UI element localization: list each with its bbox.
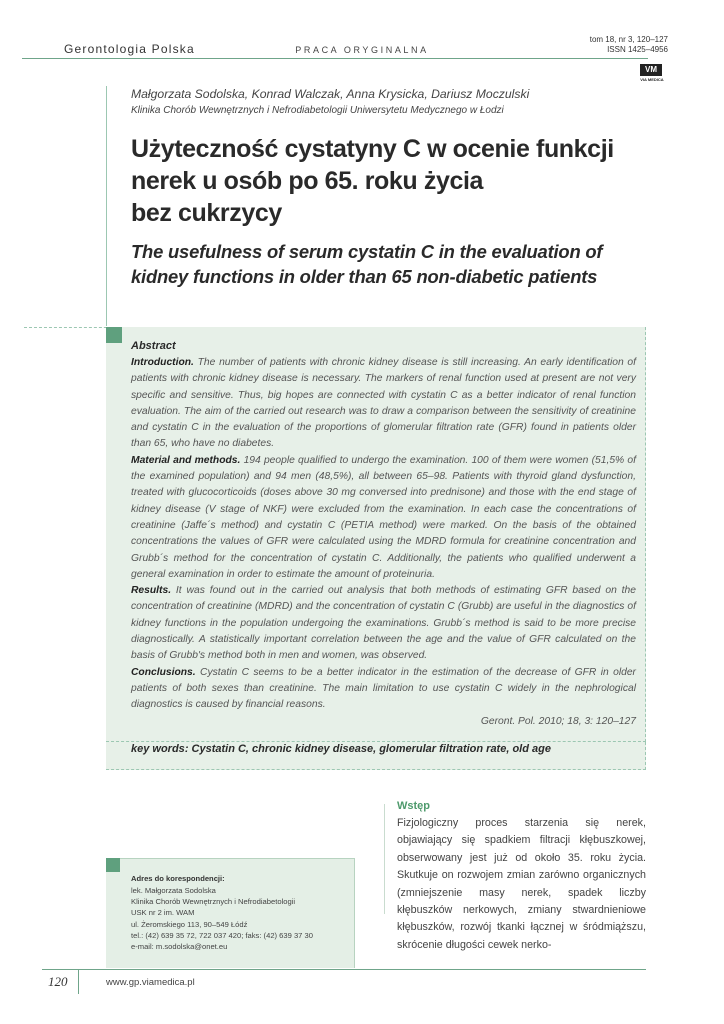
header-rule	[22, 58, 648, 59]
address-line: lek. Małgorzata Sodolska	[131, 886, 216, 895]
address-line: ul. Żeromskiego 113, 90–549 Łódź	[131, 919, 248, 929]
title-english-line: kidney functions in older than 65 non-diabetic patients	[131, 266, 598, 287]
website-link[interactable]: www.gp.viamedica.pl	[106, 977, 195, 988]
section-label: Conclusions.	[131, 666, 196, 678]
title-polish-line: nerek u osób po 65. roku życia	[131, 167, 484, 195]
keywords	[131, 743, 551, 755]
title-polish-line: bez cukrzycy	[131, 199, 282, 227]
margin-rule	[106, 86, 107, 326]
volume-line: tom 18, nr 3, 120–127	[589, 35, 668, 44]
title-english-line: The usefulness of serum cystatin C in the evaluation of	[131, 241, 603, 262]
abstract-methods	[131, 453, 636, 583]
abstract-heading: Abstract	[131, 340, 176, 352]
keywords-label: key words	[131, 743, 185, 755]
section-label: Results.	[131, 585, 172, 597]
section-label: PRACA ORYGINALNA	[295, 45, 429, 55]
section-text: The number of patients with chronic kidney disease is still increasing. An early identification of patients with chronic kidney disease is necessary. The markers of renal function used at present are not very specific and sensitive. Thus, big hopes are connected with cystatin C as a better indicator of renal function evaluation. The aim of the carried out research was to draw a comparison between the sensitivity of creatinine and cystatin C in the evaluation of the proportions of glomerular filtration rate (GFR) found in patients older than 65, who have no diabetes.	[131, 357, 636, 450]
correspondence-address	[131, 885, 313, 952]
abstract-results	[131, 583, 636, 664]
abstract-marker	[106, 327, 122, 343]
abstract-body	[131, 355, 636, 730]
section-label: Material and methods.	[131, 454, 241, 466]
logo-text: VIA MEDICA	[640, 77, 664, 82]
citation: Geront. Pol. 2010; 18, 3: 120–127	[480, 715, 636, 727]
section-text: Cystatin C seems to be a better indicator in the estimation of the decrease of GFR in older patients of both sexes than creatinine. The main limitation to use cystatin C widely in the nephrological diagnostics is caused by financial reasons.	[131, 666, 636, 711]
section-text: 194 people qualified to undergo the examination. 100 of them were women (51,5% of the examined population) and 94 men (48,5%), all between 65–98. Patients with thyroid gland dysfunction, treated with glucocorticoids (doses above 30 mg conversed into prednisone) and those with the end stage of kidney disease (V stage of NKF) were excluded from the examination. In each case the concentrations of creatinine (Jaffe´s method) and cystatin C (PETIA method) were marked. On the basis of the obtained concentrations the values of GFR were calculated using the MDRD formula for creatinine concentration and Grubb´s method for the concentration of cystatin C. Additionally, the patients who qualified underwent a general examination in order to estimate the amount of proteinuria.	[131, 454, 636, 580]
title-english	[131, 239, 711, 289]
title-polish-line: Użyteczność cystatyny C w ocenie funkcji	[131, 135, 614, 163]
affiliation: Klinika Chorób Wewnętrznych i Nefrodiabetologii Uniwersytetu Medycznego w Łodzi	[131, 105, 504, 116]
journal-name: Gerontologia Polska	[64, 42, 195, 56]
intro-heading: Wstęp	[397, 800, 430, 812]
address-line: Klinika Chorób Wewnętrznych i Nefrodiabetologii	[131, 897, 296, 907]
abstract-introduction	[131, 355, 636, 453]
section-text: It was found out in the carried out analysis that both methods of estimating GFR based on the concentration of creatinine (MDRD) and the concentration of cystatin C (Grubb) are useful in the diagnostics of kidney functions in the population undergoing the examinations. Grubb´s method is said to be more precise diagnostically. A statistically important correlation between the age and the value of GFR calculated on the basis of Grubb's method both in men and women, was observed.	[131, 585, 636, 662]
issn-line: ISSN 1425–4956	[607, 45, 668, 54]
correspondence-label: Adres do korespondencji:	[131, 874, 225, 883]
intro-text: Fizjologiczny proces starzenia się nerek, objawiający się spadkiem filtracji kłębuszkowej, obserwowany jest już od około 35. roku życia. Skutkuje on rozwojem zmian zarówno organicznych (zmniejszenie masy nerek, spadek liczby kłębuszków nerkowych, zmiany stwardnieniowe kłębuszków, rozwój tkanki łącznej w śródmiąższu, skrócenie długości cewek nerko-	[397, 817, 646, 951]
address-line: USK nr 2 im. WAM	[131, 908, 195, 918]
publisher-logo	[632, 64, 672, 84]
volume-info	[590, 35, 668, 55]
correspondence-marker	[106, 858, 120, 872]
footer-rule	[42, 969, 646, 970]
footer-divider	[78, 969, 79, 994]
address-line: tel.: (42) 639 35 72, 722 037 420; faks: (42) 639 37 30	[131, 930, 313, 940]
column-rule	[384, 804, 385, 914]
abstract-conclusions	[131, 665, 636, 714]
title-polish	[131, 133, 691, 229]
logo-mark: VM	[640, 64, 662, 76]
page-number: 120	[48, 974, 68, 989]
keywords-list: : Cystatin C, chronic kidney disease, glomerular filtration rate, old age	[184, 743, 551, 755]
email-line: e-mail: m.sodolska@onet.eu	[131, 942, 228, 952]
section-label: Introduction.	[131, 357, 194, 368]
authors: Małgorzata Sodolska, Konrad Walczak, Anna Krysicka, Dariusz Moczulski	[131, 87, 530, 101]
